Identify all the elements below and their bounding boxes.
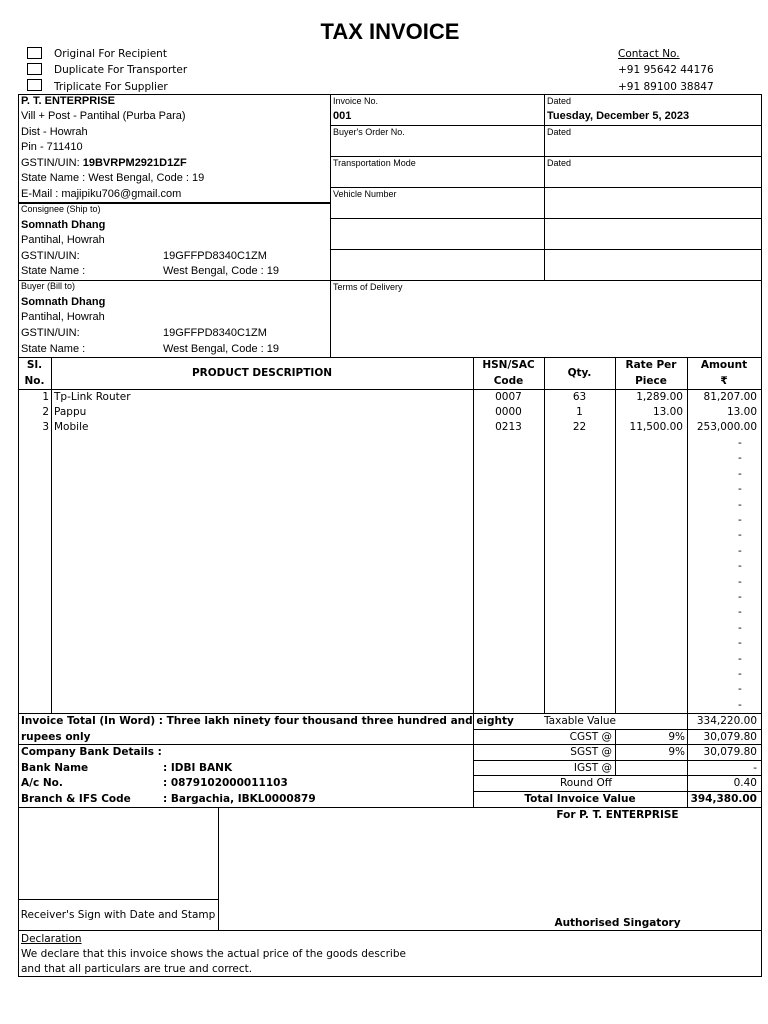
declaration-heading: Declaration (21, 933, 82, 945)
total-invoice-label: Total Invoice Value (524, 793, 636, 805)
cgst-value: 30,079.80 (703, 731, 757, 743)
col-amount-header-2: ₹ (720, 375, 728, 387)
igst-label: IGST @ (573, 762, 612, 774)
row-sl: 2 (42, 406, 49, 418)
row-hsn: 0007 (495, 391, 522, 403)
seller-gstin-value: 19BVRPM2921D1ZF (82, 157, 187, 169)
declaration-line-1: We declare that this invoice shows the actual price of the goods describe (21, 948, 406, 960)
row-sl: 3 (42, 421, 49, 433)
original-label: Original For Recipient (54, 48, 167, 60)
duplicate-label: Duplicate For Transporter (54, 64, 188, 76)
duplicate-checkbox[interactable] (27, 63, 42, 75)
row-sl: 1 (42, 391, 49, 403)
declaration-line-2: and that all particulars are true and correct. (21, 963, 253, 975)
invoice-no-label: Invoice No. (333, 96, 379, 106)
empty-amount-dash: - (738, 637, 742, 650)
sgst-value: 30,079.80 (703, 746, 757, 758)
col-sl-header-1: Sl. (26, 359, 43, 371)
seller-pin: Pin - 711410 (21, 141, 83, 153)
bank-name-label: Bank Name (21, 762, 89, 774)
taxable-value-label: Taxable Value (544, 715, 616, 727)
transport-dated-label: Dated (547, 158, 572, 168)
cgst-rate: 9% (668, 731, 685, 743)
empty-amount-dash: - (738, 467, 742, 480)
consignee-gstin-label: GSTIN/UIN: (21, 250, 80, 262)
empty-amount-dash: - (738, 698, 742, 711)
row-rate: 11,500.00 (629, 421, 683, 433)
invoice-no: 001 (333, 110, 352, 122)
buyer-heading: Buyer (Bill to) (21, 281, 76, 291)
row-description: Tp-Link Router (54, 391, 131, 403)
empty-amount-dash: - (738, 498, 742, 511)
row-rate: 1,289.00 (636, 391, 683, 403)
empty-amount-dash: - (738, 452, 742, 465)
buyer-state: West Bengal, Code : 19 (163, 343, 279, 355)
col-rate-header-1: Rate Per (625, 359, 677, 371)
col-hsn-header-2: Code (493, 375, 524, 387)
total-invoice-value: 394,380.00 (690, 793, 757, 805)
seller-name: P. T. ENTERPRISE (21, 95, 115, 107)
buyer-gstin-label: GSTIN/UIN: (21, 327, 80, 339)
buyer-gstin: 19GFFPD8340C1ZM (163, 327, 267, 339)
row-amount: 81,207.00 (703, 391, 757, 403)
contact-phone-2: +91 89100 38847 (618, 81, 714, 93)
seller-address-2: Dist - Howrah (21, 126, 88, 138)
triplicate-label: Triplicate For Supplier (54, 81, 168, 93)
bank-ac: : 0879102000011103 (163, 777, 288, 789)
row-rate: 13.00 (652, 406, 683, 418)
col-sl-header (18, 358, 51, 388)
cgst-label: CGST @ (569, 731, 612, 743)
bank-ac-label: A/c No. (21, 777, 63, 789)
igst-value: - (753, 762, 757, 774)
authorised-signatory-label: Authorised Singatory (554, 917, 681, 929)
invoice-date: Tuesday, December 5, 2023 (547, 110, 690, 122)
col-rate-header (615, 358, 687, 388)
taxable-value: 334,220.00 (696, 715, 757, 727)
buyer-address: Pantihal, Howrah (21, 311, 105, 323)
row-hsn: 0000 (495, 406, 522, 418)
empty-amount-dash: - (738, 683, 742, 696)
bank-branch: : Bargachia, IBKL0000879 (163, 793, 316, 805)
bank-heading: Company Bank Details : (21, 746, 162, 758)
col-amount-header-1: Amount (700, 359, 748, 371)
for-company-label: For P. T. ENTERPRISE (556, 809, 679, 821)
consignee-address: Pantihal, Howrah (21, 234, 105, 246)
buyers-order-dated-label: Dated (547, 127, 572, 137)
invoice-total-words-1: Invoice Total (In Word) : Three lakh ninety four thousand three hundred and eighty (21, 715, 514, 727)
invoice-total-words-2: rupees only (21, 731, 91, 743)
row-hsn: 0213 (495, 421, 522, 433)
row-qty: 22 (572, 421, 587, 433)
sgst-rate: 9% (668, 746, 685, 758)
consignee-state-label: State Name : (21, 265, 86, 277)
empty-amount-dash: - (738, 606, 742, 619)
bank-name: : IDBI BANK (163, 762, 233, 774)
empty-amount-dash: - (738, 514, 742, 526)
empty-amount-dash: - (738, 575, 742, 588)
original-checkbox[interactable] (27, 47, 42, 59)
round-off-value: 0.40 (733, 777, 757, 789)
seller-gstin (21, 156, 187, 170)
contact-label: Contact No. (618, 48, 680, 60)
col-description-header: PRODUCT DESCRIPTION (191, 367, 333, 379)
empty-amount-dash: - (738, 652, 742, 665)
col-hsn-header-1: HSN/SAC (482, 359, 535, 371)
seller-address-1: Vill + Post - Pantihal (Purba Para) (21, 110, 186, 122)
empty-amount-dash: - (738, 591, 742, 603)
consignee-heading: Consignee (Ship to) (21, 204, 101, 214)
contact-phone-1: +91 95642 44176 (618, 64, 714, 76)
empty-amount-dash: - (738, 529, 742, 542)
empty-amount-dash: - (738, 621, 742, 634)
row-description: Pappu (54, 406, 87, 418)
triplicate-checkbox[interactable] (27, 79, 42, 91)
receiver-sign-label: Receiver's Sign with Date and Stamp (20, 909, 216, 921)
empty-amount-dash: - (738, 544, 742, 557)
col-sl-header-2: No. (24, 375, 45, 387)
terms-of-delivery-label: Terms of Delivery (333, 282, 403, 292)
empty-amount-dash: - (738, 437, 742, 449)
empty-amount-dash: - (738, 668, 742, 680)
row-amount: 253,000.00 (696, 421, 757, 433)
row-qty: 1 (576, 406, 583, 418)
col-amount-header (687, 358, 761, 388)
buyer-state-label: State Name : (21, 343, 86, 355)
row-qty: 63 (572, 391, 587, 403)
invoice-date-label: Dated (547, 96, 572, 106)
row-amount: 13.00 (726, 406, 757, 418)
vehicle-number-label: Vehicle Number (333, 189, 397, 199)
consignee-name: Somnath Dhang (21, 219, 106, 231)
col-qty-header: Qty. (567, 367, 592, 379)
consignee-state: West Bengal, Code : 19 (163, 265, 279, 277)
buyer-name: Somnath Dhang (21, 296, 106, 308)
round-off-label: Round Off (559, 777, 612, 789)
empty-amount-dash: - (738, 483, 742, 496)
col-rate-header-2: Piece (635, 375, 667, 387)
col-hsn-header (473, 358, 544, 388)
bank-branch-label: Branch & IFS Code (21, 793, 131, 805)
seller-email: E-Mail : majipiku706@gmail.com (21, 188, 182, 200)
consignee-gstin: 19GFFPD8340C1ZM (163, 250, 267, 262)
sgst-label: SGST @ (570, 746, 612, 758)
transport-mode-label: Transportation Mode (333, 158, 416, 168)
buyers-order-label: Buyer's Order No. (333, 127, 405, 137)
seller-gstin-label: GSTIN/UIN: (21, 157, 83, 169)
page-title: TAX INVOICE (320, 19, 460, 44)
empty-amount-dash: - (738, 560, 742, 573)
row-description: Mobile (54, 421, 89, 433)
seller-state: State Name : West Bengal, Code : 19 (21, 172, 205, 184)
